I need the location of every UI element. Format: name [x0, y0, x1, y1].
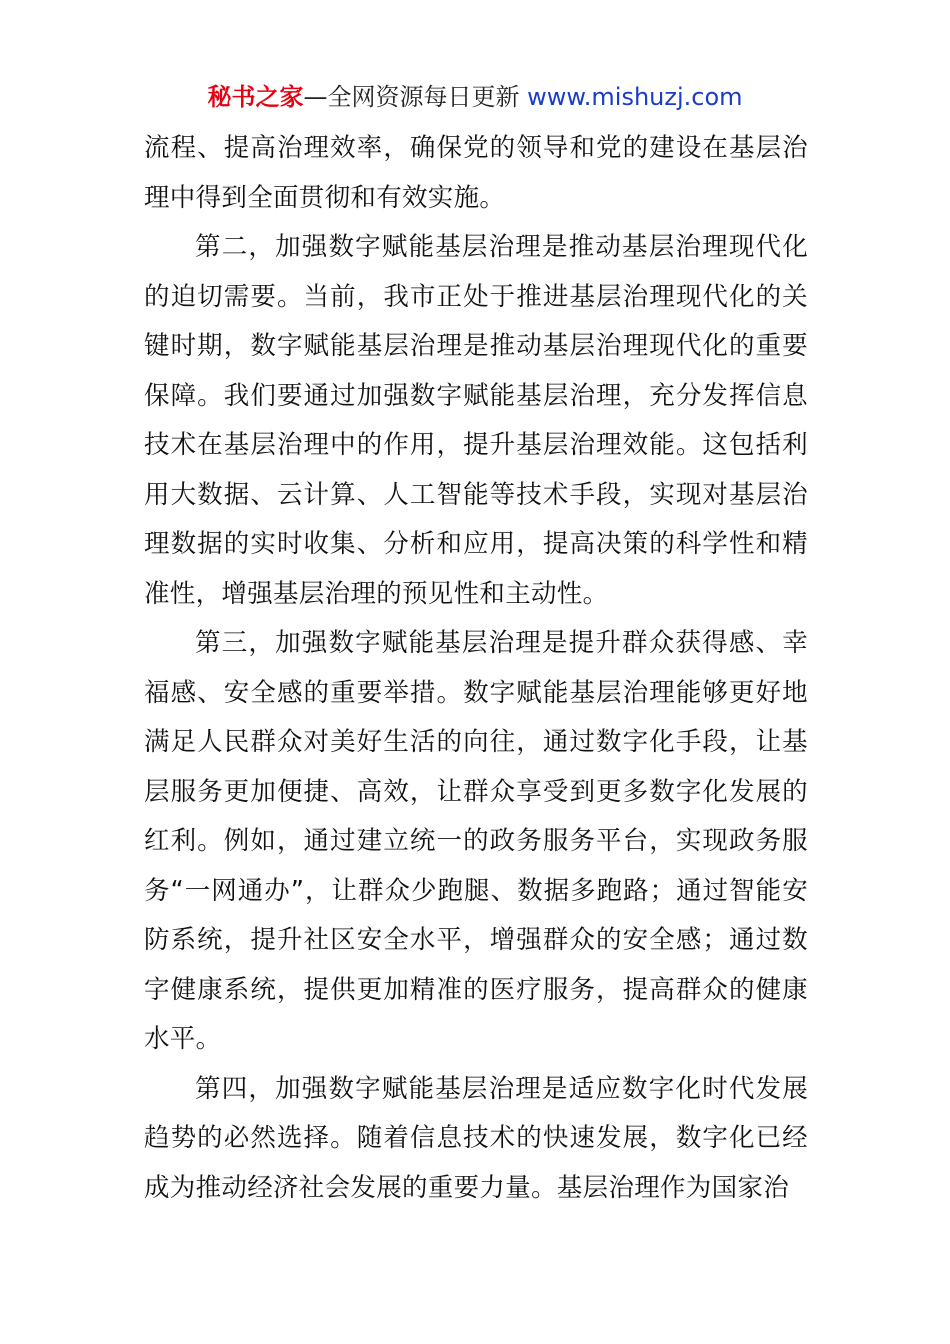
paragraph-second: 第二，加强数字赋能基层治理是推动基层治理现代化的迫切需要。当前，我市正处于推进基层治理现代化的关键时期，数字赋能基层治理是推动基层治理现代化的重要保障。我们要通过加强数字赋能基层治理，充分发挥信息技术在基层治理中的作用，提升基层治理效能。这包括利用大数据、云计算、人工智能等技术手段，实现对基层治理数据的实时收集、分析和应用，提高决策的科学性和精准性，增强基层治理的预见性和主动性。: [144, 232, 808, 609]
header-tagline: —全网资源每日更新: [303, 83, 520, 111]
paragraph-fourth: 第四，加强数字赋能基层治理是适应数字化时代发展趋势的必然选择。随着信息技术的快速发展，数字化已经成为推动经济社会发展的重要力量。基层治理作为国家治: [144, 1073, 808, 1203]
page-header: [0, 80, 950, 114]
paragraph-third: 第三，加强数字赋能基层治理是提升群众获得感、幸福感、安全感的重要举措。数字赋能基层治理能够更好地满足人民群众对美好生活的向往，通过数字化手段，让基层服务更加便捷、高效，让群众享受到更多数字化发展的红利。例如，通过建立统一的政务服务平台，实现政务服务“一网通办”，让群众少跑腿、数据多跑路；通过智能安防系统，提升社区安全水平，增强群众的安全感；通过数字健康系统，提供更加精准的医疗服务，提高群众的健康水平。: [144, 628, 808, 1054]
paragraph-continuation: 流程、提高治理效率，确保党的领导和党的建设在基层治理中得到全面贯彻和有效实施。: [144, 133, 808, 213]
website-link[interactable]: www.mishuzj.com: [527, 83, 743, 111]
document-body: [144, 124, 808, 1213]
brand-name: 秘书之家: [207, 83, 304, 111]
